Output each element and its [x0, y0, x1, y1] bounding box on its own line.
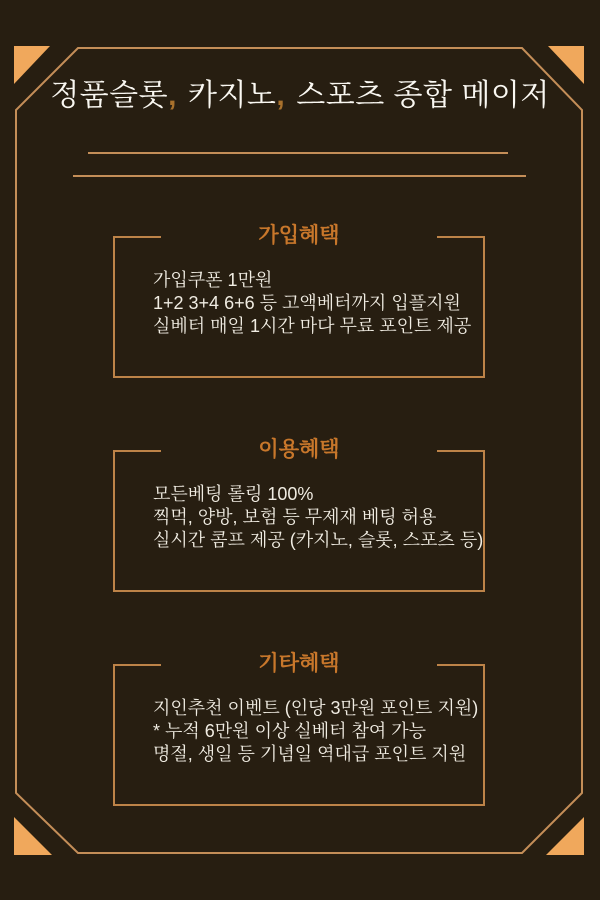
benefit-line: 모든베팅 롤링 100% — [153, 484, 314, 504]
section-title-other: 기타혜택 — [258, 652, 340, 675]
section-other-benefits — [113, 652, 485, 806]
benefit-line: * 누적 6만원 이상 실베터 참여 가능 — [153, 721, 427, 741]
section-signup-benefits — [113, 224, 485, 378]
section-content — [115, 236, 483, 338]
section-title-signup: 가입혜택 — [258, 224, 340, 247]
benefit-line: 실베터 매일 1시간 마다 무료 포인트 제공 — [153, 316, 472, 336]
benefit-line: 지인추천 이벤트 (인당 3만원 포인트 지원) — [153, 698, 479, 718]
divider-line-bottom — [73, 175, 526, 177]
section-title-usage: 이용혜택 — [258, 438, 340, 461]
page-title-part2: 카지노 — [187, 79, 277, 112]
page-title-part3: 스포츠 종합 메이저 — [296, 79, 550, 112]
section-content — [115, 664, 483, 766]
page-title-comma2: , — [276, 79, 286, 112]
page-title-comma1: , — [168, 79, 177, 112]
benefit-line: 1+2 3+4 6+6 등 고액베터까지 입플지원 — [153, 293, 461, 313]
section-content — [115, 450, 483, 552]
benefit-line: 찍먹, 양방, 보험 등 무제재 베팅 허용 — [153, 507, 437, 527]
section-usage-benefits — [113, 438, 485, 592]
divider-line-top — [88, 152, 508, 154]
benefit-line: 실시간 콤프 제공 (카지노, 슬롯, 스포츠 등) — [153, 530, 484, 550]
page-title — [0, 78, 600, 114]
benefit-line: 명절, 생일 등 기념일 역대급 포인트 지원 — [153, 744, 467, 764]
benefit-line: 가입쿠폰 1만원 — [153, 270, 273, 290]
page-title-part1: 정품슬롯 — [50, 79, 169, 112]
